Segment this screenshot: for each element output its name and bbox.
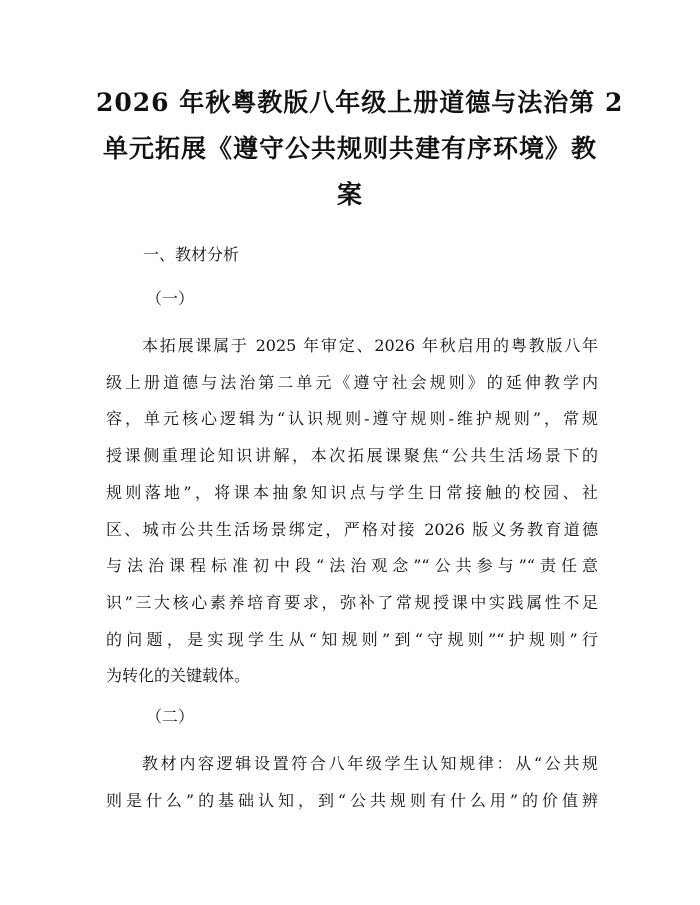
paragraph-line: 本拓展课属于 2025 年审定、2026 年秋启用的粤教版八年 — [142, 336, 598, 355]
document-title — [96, 80, 624, 218]
paragraph-line: 的问题，是实现学生从“知规则”到“守规则”“护规则”行 — [106, 629, 598, 649]
paragraph-line: 教材内容逻辑设置符合八年级学生认知规律：从“公共规 — [142, 754, 598, 773]
paragraph-line: 则是什么”的基础认知，到“公共规则有什么用”的价值辨 — [106, 790, 598, 810]
paragraph-line: 为转化的关键载体。 — [106, 666, 251, 686]
title-line-3: 案 — [336, 180, 363, 209]
paragraph-line: 识”三大核心素养培育要求，弥补了常规授课中实践属性不足 — [106, 592, 598, 612]
paragraph-line: 级上册道德与法治第二单元《遵守社会规则》的延伸教学内 — [106, 372, 598, 392]
paragraph-1 — [106, 328, 598, 695]
paragraph-2 — [106, 746, 598, 819]
title-line-2: 单元拓展《遵守公共规则共建有序环境》教 — [102, 134, 597, 163]
sub-heading-2: （二） — [146, 707, 195, 726]
paragraph-line: 区、城市公共生活场景绑定，严格对接 2026 版义务教育道德 — [106, 519, 598, 539]
paragraph-line: 授课侧重理论知识讲解，本次拓展课聚焦“公共生活场景下的 — [106, 446, 598, 466]
section-heading: 一、教材分析 — [143, 245, 240, 264]
paragraph-line: 与法治课程标准初中段“法治观念”“公共参与”“责任意 — [106, 556, 598, 576]
title-line-1: 2026 年秋粤教版八年级上册道德与法治第 2 — [96, 88, 624, 117]
sub-heading-1: （一） — [146, 289, 195, 308]
paragraph-line: 容，单元核心逻辑为“认识规则-遵守规则-维护规则”，常规 — [106, 409, 598, 429]
paragraph-line: 规则落地”，将课本抽象知识点与学生日常接触的校园、社 — [106, 482, 598, 502]
